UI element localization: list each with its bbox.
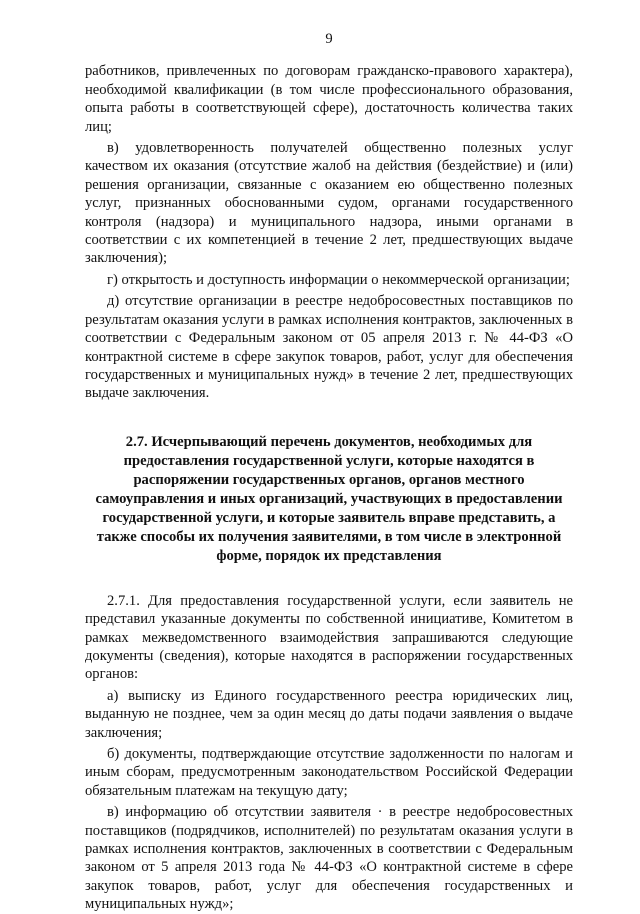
paragraph-item-v2: в) информацию об отсутствии заявителя · в реестре недобросовестных поставщиков (подрядчиков, исполнителей) по результатам оказания услуги в рамках исполнения контрактов, заключенных в соответствии с Федеральным законом от 5 апреля 2013 года № 44-ФЗ «О контрактной системе в сфере закупок товаров, работ, услуг для обеспечения государственных и муниципальных нужд»; bbox=[85, 804, 573, 913]
paragraph-item-d: д) отсутствие организации в реестре недобросовестных поставщиков по результатам оказания услуги в рамках исполнения контрактов, заключенных в соответствии с Федеральным законом от 05 апреля 2013 г. № 44-ФЗ «О контрактной системе в сфере закупок товаров, работ, услуг для обеспечения государственных и муниципальных нужд» в течение 2 лет, предшествующих выдаче заключения. bbox=[85, 293, 573, 402]
paragraph-item-v: в) удовлетворенность получателей общественно полезных услуг качеством их оказания (отсутствие жалоб на действия (бездействие) и (или) решения организации, связанные с оказанием ею общественно полезных услуг, признанных обоснованными судом, органами государственного контроля (надзора) и муниципального надзора, иными органами в соответствии с их компетенцией в течение 2 лет, предшествующих выдаче заключения); bbox=[85, 140, 573, 267]
page-number: 9 bbox=[325, 31, 333, 47]
document-page bbox=[85, 30, 573, 914]
paragraph-item-b: б) документы, подтверждающие отсутствие задолженности по налогам и иным сборам, предусмотренным законодательством Российской Федерации обязательным платежам на текущую дату; bbox=[85, 745, 573, 799]
paragraph-continuation: работников, привлеченных по договорам гражданско-правового характера), необходимой квалификации (в том числе профессионального образования, опыта работы в соответствующей сфере), достаточность количества таких лиц; bbox=[85, 63, 573, 135]
paragraph-2-7-1: 2.7.1. Для предоставления государственной услуги, если заявитель не представил указанные документы по собственной инициативе, Комитетом в рамках межведомственного взаимодействия запрашиваются следующие документы (сведения), которые находятся в распоряжении государственных органов: bbox=[85, 592, 573, 683]
paragraph-item-g: г) открытость и доступность информации о некоммерческой организации; bbox=[107, 271, 570, 288]
paragraph-item-a: а) выписку из Единого государственного реестра юридических лиц, выданную не позднее, чем за один месяц до даты подачи заявления о выдаче заключения; bbox=[85, 687, 573, 741]
section-heading: 2.7. Исчерпывающий перечень документов, необходимых для предоставления государственной услуги, которые находятся в распоряжении государственных органов, органов местного самоуправления и иных организаций, участвующих в предоставлении государственной услуги, и которые заявитель вправе представить, а также способы их получения заявителями, в том числе в электронной форме, порядок их представления bbox=[95, 433, 563, 564]
